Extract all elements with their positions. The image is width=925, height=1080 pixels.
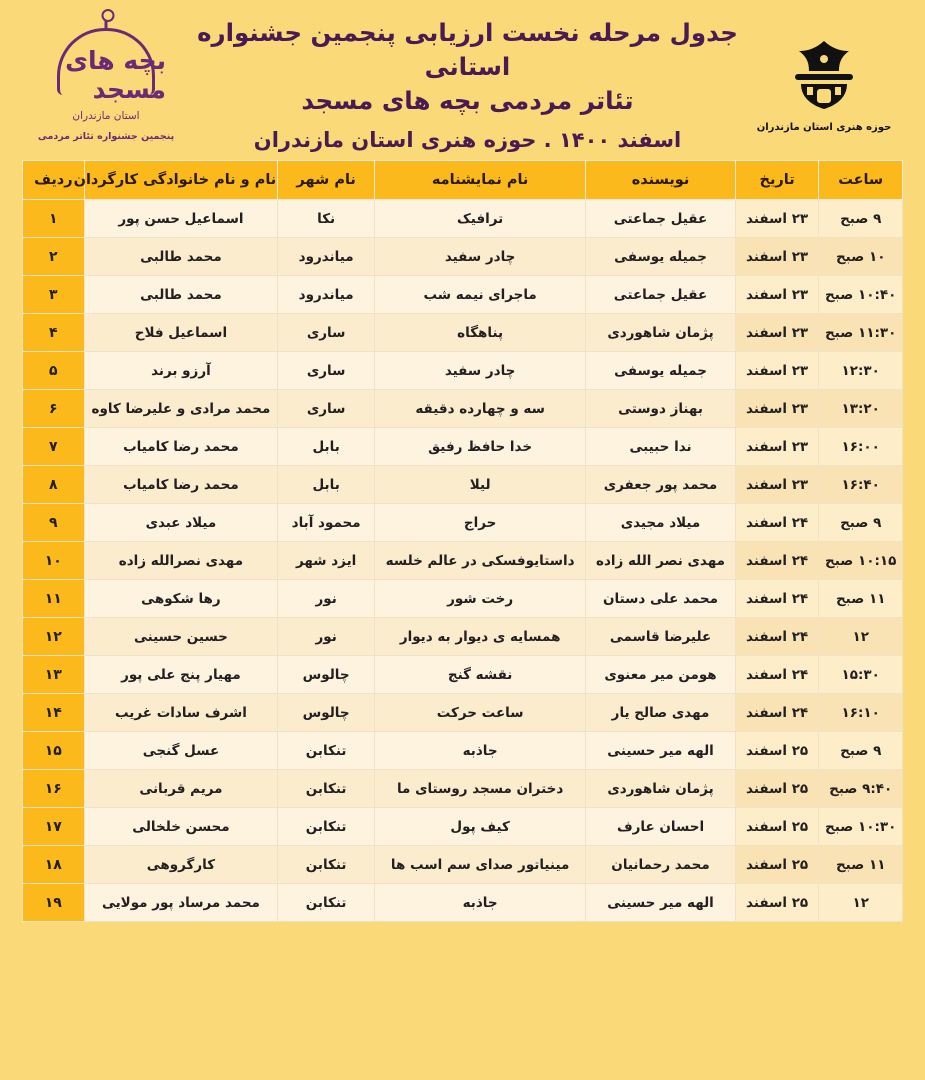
cell-writer: محمد رحمانیان	[586, 846, 736, 884]
table-row	[23, 238, 903, 276]
cell-writer: پژمان شاهوردی	[586, 770, 736, 808]
cell-date: ۲۳ اسفند	[735, 200, 819, 238]
table-row	[23, 770, 903, 808]
cell-time: ۱۱ صبح	[819, 580, 903, 618]
col-header-city: نام شهر	[278, 161, 375, 200]
cell-director: محمد مرادی و علیرضا کاوه	[84, 390, 278, 428]
table-row	[23, 618, 903, 656]
cell-index: ۸	[23, 466, 85, 504]
cell-play: دختران مسجد روستای ما	[375, 770, 586, 808]
cell-date: ۲۵ اسفند	[735, 808, 819, 846]
cell-city: تنکابن	[278, 732, 375, 770]
cell-city: بابل	[278, 428, 375, 466]
cell-city: میاندرود	[278, 276, 375, 314]
col-header-writer: نویسنده	[586, 161, 736, 200]
cell-director: محمد رضا کامیاب	[84, 466, 278, 504]
cell-date: ۲۳ اسفند	[735, 314, 819, 352]
cell-time: ۱۲:۳۰	[819, 352, 903, 390]
poster-header	[0, 0, 925, 160]
cell-director: مهدی نصرالله زاده	[84, 542, 278, 580]
festival-logo-province: استان مازندران	[72, 110, 140, 122]
cell-director: رها شکوهی	[84, 580, 278, 618]
cell-date: ۲۳ اسفند	[735, 352, 819, 390]
cell-play: جاذبه	[375, 884, 586, 922]
cell-index: ۷	[23, 428, 85, 466]
cell-writer: میلاد مجیدی	[586, 504, 736, 542]
cell-city: نور	[278, 618, 375, 656]
cell-play: حراج	[375, 504, 586, 542]
cell-date: ۲۵ اسفند	[735, 732, 819, 770]
cell-director: حسین حسینی	[84, 618, 278, 656]
cell-time: ۱۶:۰۰	[819, 428, 903, 466]
cell-city: تنکابن	[278, 846, 375, 884]
cell-time: ۱۰:۱۵ صبح	[819, 542, 903, 580]
schedule-table-wrapper	[0, 160, 925, 922]
cell-director: محمد مرساد پور مولایی	[84, 884, 278, 922]
cell-time: ۱۵:۳۰	[819, 656, 903, 694]
mosque-dome-icon	[46, 26, 166, 112]
table-row	[23, 504, 903, 542]
cell-date: ۲۳ اسفند	[735, 428, 819, 466]
cell-date: ۲۳ اسفند	[735, 276, 819, 314]
table-row	[23, 428, 903, 466]
cell-play: پناهگاه	[375, 314, 586, 352]
cell-date: ۲۴ اسفند	[735, 656, 819, 694]
table-row	[23, 390, 903, 428]
cell-city: نور	[278, 580, 375, 618]
cell-index: ۱۶	[23, 770, 85, 808]
cell-index: ۶	[23, 390, 85, 428]
col-header-time: ساعت	[819, 161, 903, 200]
table-row	[23, 200, 903, 238]
cell-index: ۱۷	[23, 808, 85, 846]
cell-play: چادر سفید	[375, 238, 586, 276]
festival-logo	[26, 26, 186, 142]
cell-writer: الهه میر حسینی	[586, 884, 736, 922]
cell-city: ساری	[278, 314, 375, 352]
cell-time: ۱۲	[819, 618, 903, 656]
cell-director: عسل گنجی	[84, 732, 278, 770]
cell-index: ۱۳	[23, 656, 85, 694]
cell-time: ۹ صبح	[819, 200, 903, 238]
poster-title-line2: تئاتر مردمی بچه های مسجد	[301, 85, 634, 115]
cell-play: لیلا	[375, 466, 586, 504]
cell-city: ساری	[278, 352, 375, 390]
cell-city: بابل	[278, 466, 375, 504]
cell-index: ۱۸	[23, 846, 85, 884]
cell-director: آرزو برند	[84, 352, 278, 390]
col-header-play: نام نمایشنامه	[375, 161, 586, 200]
table-row	[23, 808, 903, 846]
hozeh-honari-logo	[749, 36, 899, 133]
cell-date: ۲۳ اسفند	[735, 238, 819, 276]
cell-index: ۴	[23, 314, 85, 352]
cell-play: جاذبه	[375, 732, 586, 770]
cell-city: محمود آباد	[278, 504, 375, 542]
cell-city: نکا	[278, 200, 375, 238]
cell-director: محمد طالبی	[84, 238, 278, 276]
cell-play: سه و چهارده دقیقه	[375, 390, 586, 428]
table-row	[23, 656, 903, 694]
table-row	[23, 694, 903, 732]
cell-director: محمد طالبی	[84, 276, 278, 314]
cell-writer: محمد علی دستان	[586, 580, 736, 618]
cell-play: ترافیک	[375, 200, 586, 238]
cell-time: ۱۱:۳۰ صبح	[819, 314, 903, 352]
cell-writer: مهدی نصر الله زاده	[586, 542, 736, 580]
cell-index: ۵	[23, 352, 85, 390]
cell-index: ۱۹	[23, 884, 85, 922]
cell-writer: جمیله یوسفی	[586, 238, 736, 276]
cell-index: ۱۲	[23, 618, 85, 656]
table-row	[23, 732, 903, 770]
cell-index: ۹	[23, 504, 85, 542]
cell-city: چالوس	[278, 694, 375, 732]
poster-title-block	[186, 16, 749, 151]
cell-play: ساعت حرکت	[375, 694, 586, 732]
cell-city: تنکابن	[278, 884, 375, 922]
cell-director: اسماعیل حسن پور	[84, 200, 278, 238]
cell-play: داستایوفسکی در عالم خلسه	[375, 542, 586, 580]
table-row	[23, 580, 903, 618]
cell-director: کارگروهی	[84, 846, 278, 884]
cell-time: ۹ صبح	[819, 732, 903, 770]
cell-date: ۲۳ اسفند	[735, 466, 819, 504]
cell-time: ۱۱ صبح	[819, 846, 903, 884]
cell-index: ۱۱	[23, 580, 85, 618]
cell-city: میاندرود	[278, 238, 375, 276]
cell-play: چادر سفید	[375, 352, 586, 390]
cell-city: تنکابن	[278, 770, 375, 808]
cell-date: ۲۴ اسفند	[735, 694, 819, 732]
cell-director: میلاد عبدی	[84, 504, 278, 542]
cell-index: ۳	[23, 276, 85, 314]
hozeh-honari-emblem-icon	[776, 36, 872, 118]
cell-index: ۱	[23, 200, 85, 238]
cell-date: ۲۳ اسفند	[735, 390, 819, 428]
cell-play: کیف پول	[375, 808, 586, 846]
poster-subtitle: اسفند ۱۴۰۰ . حوزه هنری استان مازندران	[253, 127, 682, 152]
table-row	[23, 542, 903, 580]
cell-date: ۲۴ اسفند	[735, 618, 819, 656]
cell-writer: علیرضا قاسمی	[586, 618, 736, 656]
cell-director: محسن خلخالی	[84, 808, 278, 846]
poster-title-line1: جدول مرحله نخست ارزیابی پنجمین جشنواره استانی	[197, 18, 738, 82]
cell-writer: عقیل جماعتی	[586, 200, 736, 238]
table-row	[23, 846, 903, 884]
cell-writer: ندا حبیبی	[586, 428, 736, 466]
col-header-director: نام و نام خانوادگی کارگردان	[84, 161, 278, 200]
cell-play: ماجرای نیمه شب	[375, 276, 586, 314]
table-header-row	[23, 161, 903, 200]
col-header-date: تاریخ	[735, 161, 819, 200]
cell-writer: الهه میر حسینی	[586, 732, 736, 770]
cell-play: مینیاتور صدای سم اسب ها	[375, 846, 586, 884]
table-row	[23, 352, 903, 390]
cell-date: ۲۵ اسفند	[735, 846, 819, 884]
cell-play: نقشه گنج	[375, 656, 586, 694]
cell-time: ۱۶:۴۰	[819, 466, 903, 504]
cell-director: اسماعیل فلاح	[84, 314, 278, 352]
cell-time: ۱۰ صبح	[819, 238, 903, 276]
table-row	[23, 466, 903, 504]
cell-writer: جمیله یوسفی	[586, 352, 736, 390]
cell-city: ایزد شهر	[278, 542, 375, 580]
schedule-table	[22, 160, 903, 922]
cell-play: رخت شور	[375, 580, 586, 618]
cell-writer: احسان عارف	[586, 808, 736, 846]
cell-city: چالوس	[278, 656, 375, 694]
cell-time: ۱۲	[819, 884, 903, 922]
cell-writer: مهدی صالح یار	[586, 694, 736, 732]
hozeh-honari-caption: حوزه هنری استان مازندران	[756, 121, 892, 133]
cell-city: ساری	[278, 390, 375, 428]
table-row	[23, 314, 903, 352]
cell-time: ۹:۴۰ صبح	[819, 770, 903, 808]
cell-index: ۱۴	[23, 694, 85, 732]
cell-time: ۹ صبح	[819, 504, 903, 542]
festival-logo-subtitle: پنجمین جشنواره تئاتر مردمی	[37, 131, 175, 142]
cell-city: تنکابن	[278, 808, 375, 846]
cell-writer: محمد پور جعفری	[586, 466, 736, 504]
cell-index: ۲	[23, 238, 85, 276]
cell-director: مریم قربانی	[84, 770, 278, 808]
cell-play: خدا حافظ رفیق	[375, 428, 586, 466]
cell-index: ۱۰	[23, 542, 85, 580]
cell-time: ۱۰:۴۰ صبح	[819, 276, 903, 314]
cell-date: ۲۴ اسفند	[735, 580, 819, 618]
table-row	[23, 276, 903, 314]
cell-time: ۱۰:۳۰ صبح	[819, 808, 903, 846]
cell-writer: عقیل جماعتی	[586, 276, 736, 314]
cell-director: اشرف سادات غریب	[84, 694, 278, 732]
cell-date: ۲۴ اسفند	[735, 504, 819, 542]
cell-time: ۱۶:۱۰	[819, 694, 903, 732]
cell-director: مهیار پنج علی پور	[84, 656, 278, 694]
schedule-table-body	[23, 200, 903, 922]
cell-date: ۲۵ اسفند	[735, 770, 819, 808]
cell-writer: هومن میر معنوی	[586, 656, 736, 694]
cell-date: ۲۴ اسفند	[735, 542, 819, 580]
festival-logo-script: بچه های مسجد	[65, 46, 166, 104]
cell-date: ۲۵ اسفند	[735, 884, 819, 922]
cell-director: محمد رضا کامیاب	[84, 428, 278, 466]
cell-writer: بهناز دوستی	[586, 390, 736, 428]
cell-writer: پژمان شاهوردی	[586, 314, 736, 352]
col-header-index: ردیف	[23, 161, 85, 200]
cell-play: همسایه ی دیوار به دیوار	[375, 618, 586, 656]
cell-index: ۱۵	[23, 732, 85, 770]
table-row	[23, 884, 903, 922]
cell-time: ۱۳:۲۰	[819, 390, 903, 428]
